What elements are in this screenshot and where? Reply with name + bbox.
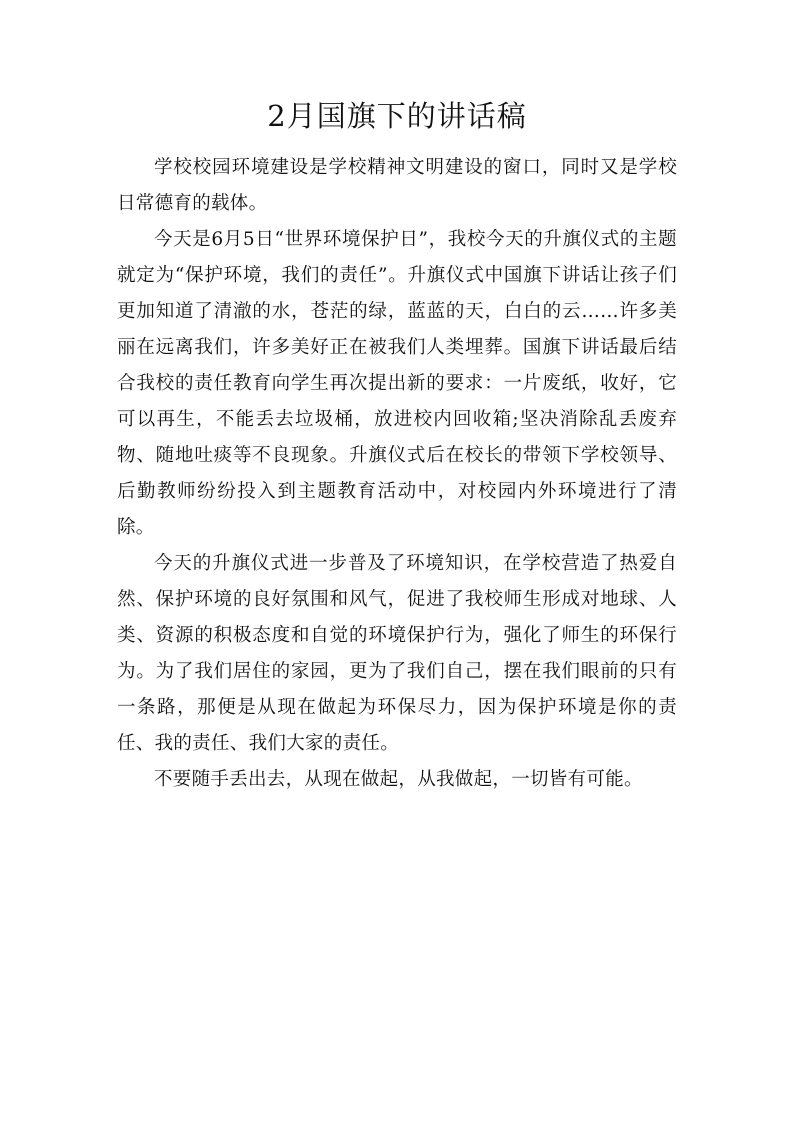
paragraph-4: 不要随手丢出去，从现在做起，从我做起，一切皆有可能。 [154,769,643,790]
paragraph-2: 今天是6月5日“世界环境保护日”，我校今天的升旗仪式的主题就定为“保护环境，我们的责任”。升旗仪式中国旗下讲话让孩子们更加知道了清澈的水，苍茫的绿，蓝蓝的天，白白的云……许多美丽在远离我们，许多美好正在被我们人类埋葬。国旗下讲话最后结合我校的责任教育向学生再次提出新的要求：一片废纸，收好，它可以再生，不能丢去垃圾桶，放进校内回收箱;坚决消除乱丢废弃物、随地吐痰等不良现象。升旗仪式后在校长的带领下学校领导、后勤教师纷纷投入到主题教育活动中，对校园内外环境进行了清除。 [117,229,677,538]
document-body [117,150,677,798]
paragraph-1: 学校校园环境建设是学校精神文明建设的窗口，同时又是学校日常德育的载体。 [117,157,677,214]
paragraph-3: 今天的升旗仪式进一步普及了环境知识，在学校营造了热爱自然、保护环境的良好氛围和风气，促进了我校师生形成对地球、人类、资源的积极态度和自觉的环境保护行为，强化了师生的环保行为。为了我们居住的家园，更为了我们自己，摆在我们眼前的只有一条路，那便是从现在做起为环保尽力，因为保护环境是你的责任、我的责任、我们大家的责任。 [117,553,677,754]
document-title: 2月国旗下的讲话稿 [267,99,527,133]
